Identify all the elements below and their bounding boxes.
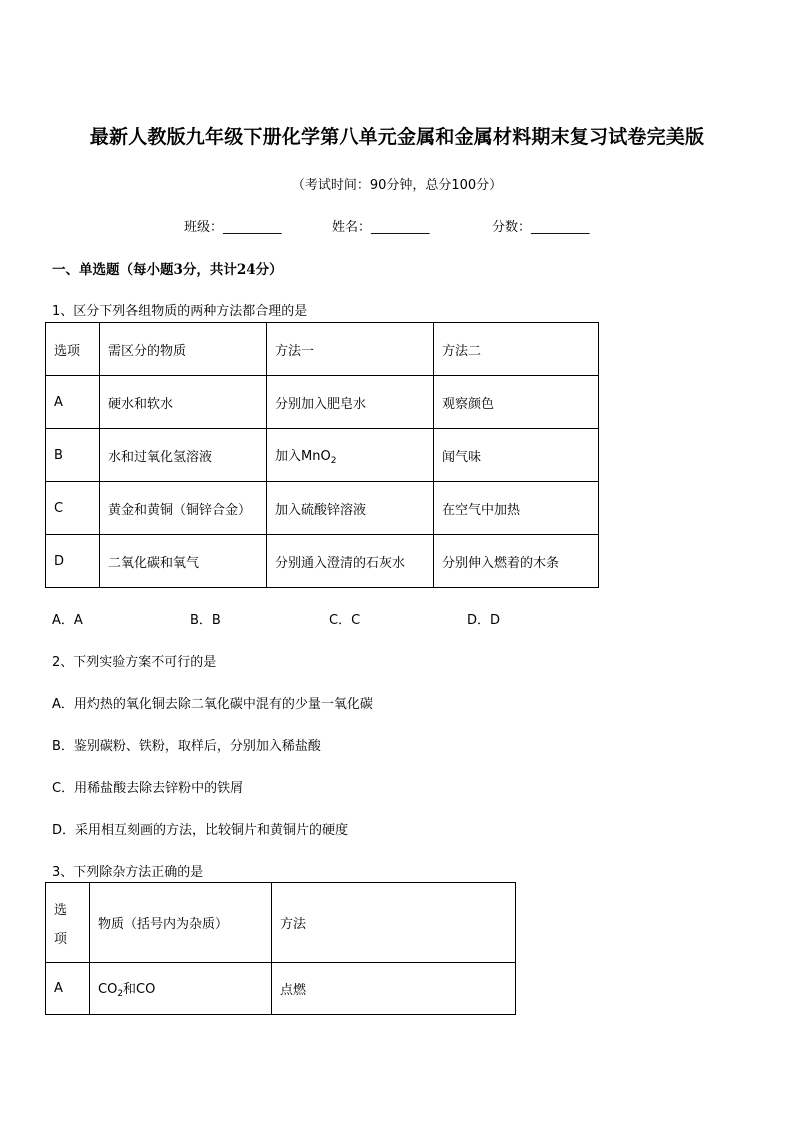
question-2-option-a: A．用灼热的氧化铜去除二氧化碳中混有的少量一氧化碳: [52, 697, 373, 712]
formula-subscript: 2: [330, 455, 337, 466]
formula-text: CO: [98, 982, 118, 997]
question-3-stem: 3、下列除杂方法正确的是: [52, 865, 204, 880]
table-cell: [90, 963, 272, 1015]
table-row: [46, 376, 599, 429]
table-cell: 物质（括号内为杂质）: [90, 883, 272, 963]
header-text-line: 选: [54, 902, 68, 918]
question-3-table: [45, 882, 516, 1015]
table-header-row: [46, 883, 516, 963]
table-cell: 点燃: [272, 963, 516, 1015]
exam-title: 最新人教版九年级下册化学第八单元金属和金属材料期末复习试卷完美版: [89, 126, 705, 148]
table-cell: 加入硫酸锌溶液: [267, 482, 434, 535]
formula-text: 加入MnO: [275, 448, 331, 464]
table-cell: 在空气中加热: [434, 482, 599, 535]
header-text-line: 项: [54, 931, 68, 947]
table-cell: 分别通入澄清的石灰水: [267, 535, 434, 588]
table-cell: 黄金和黄铜（铜锌合金）: [100, 482, 267, 535]
formula-text: 和CO: [123, 982, 156, 997]
table-row: [46, 963, 516, 1015]
question-2-stem: 2、下列实验方案不可行的是: [52, 655, 217, 670]
table-row: [46, 535, 599, 588]
table-row: [46, 429, 599, 482]
table-cell: 选项: [46, 323, 100, 376]
table-cell: 二氧化碳和氧气: [100, 535, 267, 588]
table-cell: C: [46, 482, 100, 535]
section-heading: 一、单选题（每小题3分，共计24分）: [52, 262, 283, 278]
table-cell: [46, 883, 90, 963]
table-cell: A: [46, 376, 100, 429]
table-cell: 水和过氧化氢溶液: [100, 429, 267, 482]
table-cell: 闻气味: [434, 429, 599, 482]
choice-a: A．A: [52, 613, 83, 628]
table-cell: 观察颜色: [434, 376, 599, 429]
table-cell: B: [46, 429, 100, 482]
question-2-option-b: B．鉴别碳粉、铁粉，取样后，分别加入稀盐酸: [52, 739, 321, 754]
class-field: 班级：_________: [184, 220, 282, 235]
name-field: 姓名：_________: [332, 220, 430, 235]
question-2-option-c: C．用稀盐酸去除去锌粉中的铁屑: [52, 781, 244, 796]
table-cell: D: [46, 535, 100, 588]
table-cell: A: [46, 963, 90, 1015]
table-cell: 方法二: [434, 323, 599, 376]
question-2-option-d: D．采用相互刻画的方法，比较铜片和黄铜片的硬度: [52, 823, 349, 838]
table-cell: 方法: [272, 883, 516, 963]
choice-d: D．D: [467, 613, 501, 628]
question-1-stem: 1、区分下列各组物质的两种方法都合理的是: [52, 304, 308, 319]
formula-subscript: 2: [117, 989, 124, 999]
table-cell: 方法一: [267, 323, 434, 376]
score-field: 分数：_________: [492, 220, 590, 235]
table-row: [46, 482, 599, 535]
table-cell: 硬水和软水: [100, 376, 267, 429]
table-cell: 分别加入肥皂水: [267, 376, 434, 429]
table-cell: 需区分的物质: [100, 323, 267, 376]
table-header-row: [46, 323, 599, 376]
choice-b: B．B: [190, 613, 221, 628]
exam-subtitle: （考试时间：90分钟，总分100分）: [291, 178, 503, 193]
choice-c: C．C: [329, 613, 361, 628]
table-cell: 分别伸入燃着的木条: [434, 535, 599, 588]
question-1-table: [45, 322, 599, 588]
table-cell: [267, 429, 434, 482]
